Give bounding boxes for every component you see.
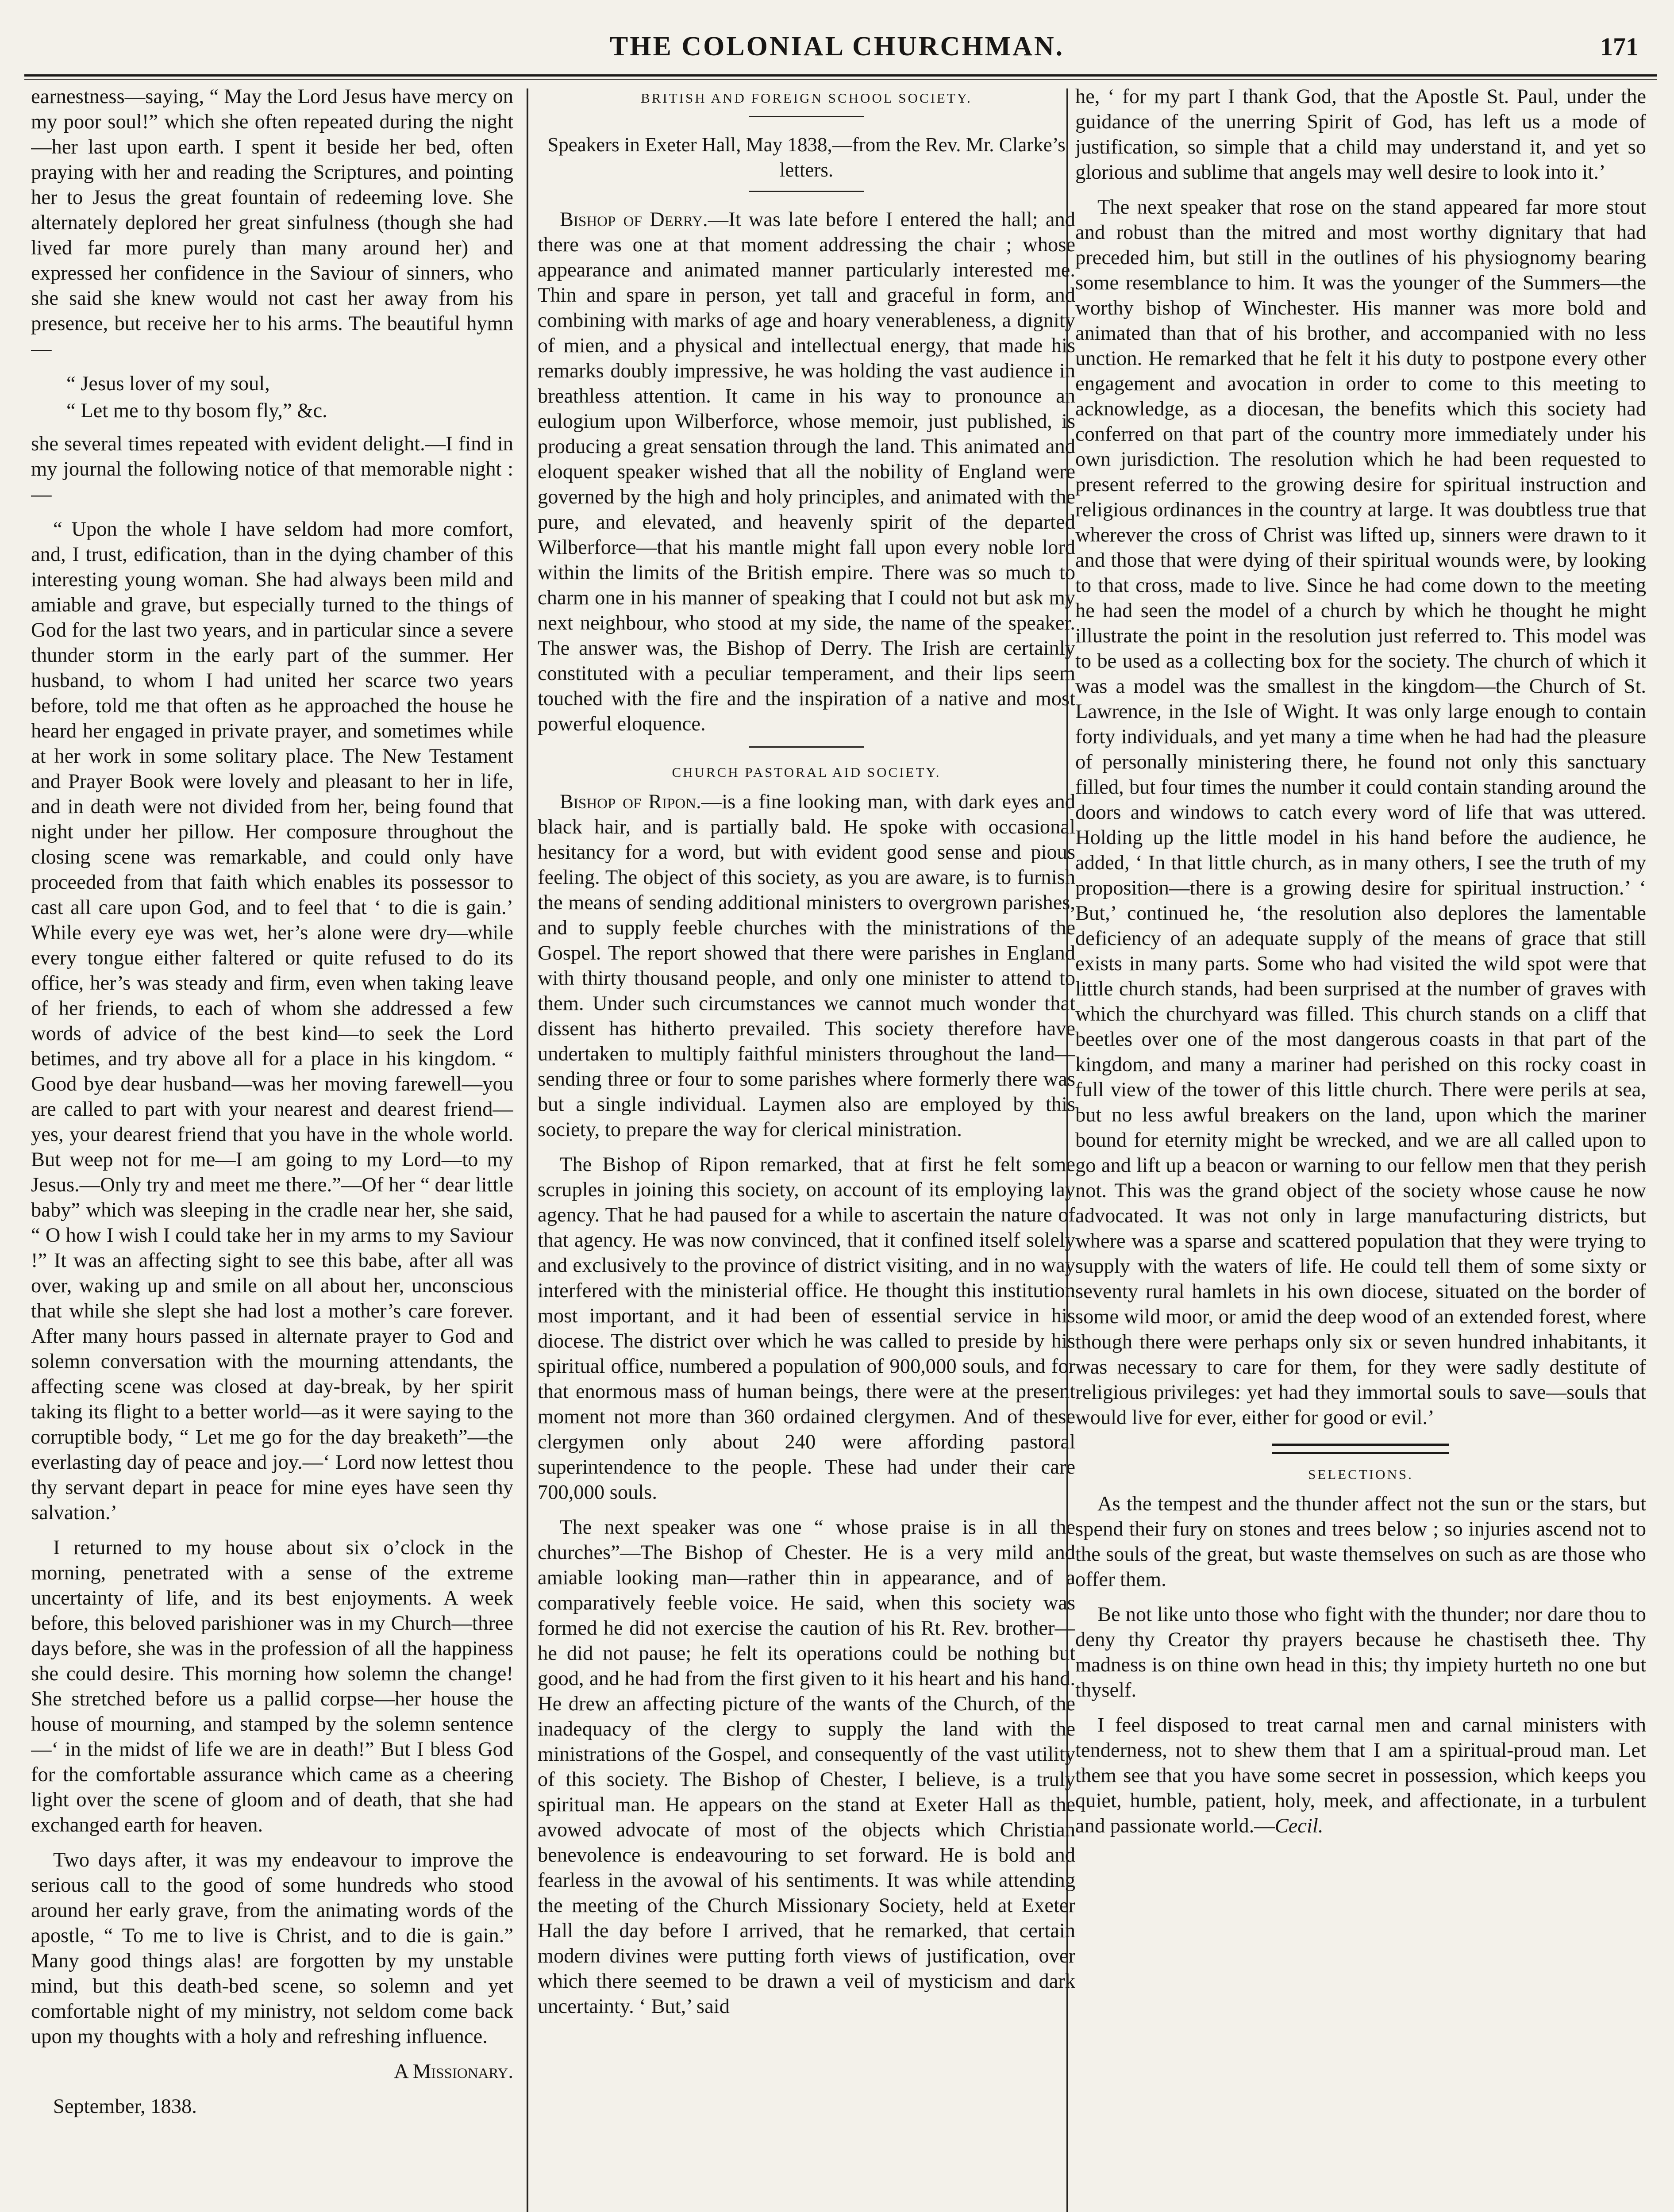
- speaker-name: Bishop of Ripon.: [560, 791, 701, 813]
- page-number: 171: [1600, 32, 1639, 61]
- paragraph-text: —It was late before I entered the hall; and there was one at that moment addressing the chair ; whose appearance and animated manner particularly interested me. Thin and spare in person, yet tall and graceful in form, and combining with marks of age and hoary venerableness, a dignity of mien, and a physical and intellectual energy, that made his remarks doubly impressive, he was holding the vast audience in breathless attention. It came in his way to pronounce an eulogium upon Wilberforce, whose memoir, just published, is producing a great sensation through the land. This animated and eloquent speaker wished that all the nobility of England were governed by the high and holy principles, and animated with the pure, and elevated, and heavenly spirit of the departed Wilberforce—that his mantle might fall upon every noble lord within the limits of the British empire. There was so much to charm one in his manner of speaking that I could not but ask my next neighbour, who stood at my side, the name of the speaker. The answer was, the Bishop of Derry. The Irish are certainly constituted with a peculiar temperament, and their lips seem touched with the fire and the inspiration of a native and most powerful eloquence.: [538, 208, 1075, 735]
- verse-line: “ Jesus lover of my soul,: [66, 373, 270, 395]
- column-left: [31, 84, 513, 2212]
- section-heading: SELECTIONS.: [1308, 1467, 1413, 1482]
- masthead: [0, 31, 1674, 71]
- heading-rule: [749, 191, 864, 192]
- paragraph: [538, 207, 1075, 737]
- dateline: September, 1838.: [53, 2095, 197, 2118]
- column-middle: [538, 84, 1075, 2212]
- hymn-verse: [66, 371, 513, 423]
- paragraph: Two days after, it was my endeavour to improve the serious call to the good of some hundreds who stood around her early grave, from the animating words of the apostle, “ To me to live is Christ, and to die is gain.” Many good things alas! are forgotten by my unstable mind, but this death-bed scene, so solemn and yet comfortable night of my ministry, not seldom come back upon my thoughts with a holy and refreshing influence.: [31, 1849, 513, 2048]
- paragraph: “ Upon the whole I have seldom had more comfort, and, I trust, edification, than in the dying chamber of this interesting young woman. She had always been mild and amiable and grave, but especially turned to the things of God for the last two years, and in particular since a severe thunder storm in the early part of the summer. Her husband, to whom I had united her scarce two years before, told me that often as he approached the house he heard her engaged in private prayer, and sometimes while at her work in some solitary place. The New Testament and Prayer Book were lovely and pleasant to her in life, and in death were not divided from her, being found that night under her pillow. Her composure throughout the closing scene was remarkable, and could only have proceeded from that faith which enables its possessor to cast all care upon God, and to feel that ‘ to die is gain.’ While every eye was wet, her’s alone were dry—while every tongue either faltered or quite refused to do its office, her’s was steady and firm, even when taking leave of her friends, to each of whom she addressed a few words of advice of the best kind—to seek the Lord betimes, and try above all for a place in his kingdom. “ Good bye dear husband—was her moving farewell—you are called to part with your nearest and dearest friend—yes, your dearest friend that you have in the whole world. But weep not for me—I am going to my Lord—to my Jesus.—Only try and meet me there.”—Of her “ dear little baby” which was sleeping in the cradle near her, she said, “ O how I wish I could take her in my arms to my Saviour !” It was an affecting sight to see this babe, after all was over, waking up and smile on all about her, unconscious that while she slept she had lost a mother’s care forever. After many hours passed in alternate prayer to God and solemn conversation with the mourning attendants, the affecting scene was closed at day-break, by her spirit taking its flight to a better world—as it were saying to the corruptible body, “ Let me go for the day breaketh”—the everlasting day of peace and joy.—‘ Lord now lettest thou thy servant depart in peace for mine eyes have seen thy salvation.’: [31, 518, 513, 1524]
- paragraph: I returned to my house about six o’clock in the morning, penetrated with a sense of the extreme uncertainty of life, and its best enjoyments. A week before, this beloved parishioner was in my Church—three days before, she was in the profession of all the happiness she could desire. This morning how solemn the change! She stretched before us a pallid corpse—her house the house of mourning, and stamped by the solemn sentence—‘ in the midst of life we are in death!” But I bless God for the comfortable assurance which came as a cheering light over the scene of gloom and of death, that she had exchanged earth for heaven.: [31, 1536, 513, 1836]
- column-right: [1075, 84, 1646, 2212]
- paragraph: earnestness—saying, “ May the Lord Jesus have mercy on my poor soul!” which she often repeated during the night—her last upon earth. I spent it beside her bed, often praying with her and reading the Scriptures, and pointing her to Jesus the great fountain of redeeming love. She alternately deplored her great sinfulness (though she had lived far more purely than many around her) and expressed her confidence in the Saviour of sinners, who she said she knew would not cast her away from his presence, but receive her to his arms. The beautiful hymn—: [31, 85, 513, 360]
- paragraph: she several times repeated with evident delight.—I find in my journal the following notice of that memorable night :—: [31, 433, 513, 506]
- paragraph: [538, 789, 1075, 1142]
- column-rule-left: [527, 88, 528, 2212]
- paragraph: The next speaker was one “ whose praise is in all the churches”—The Bishop of Chester. He is a very mild and amiable looking man—rather thin in appearance, and of a comparatively feeble voice. He said, when this society was formed he did not exercise the caution of his Rt. Rev. brother—he did not pause; he felt its operations could be nothing but good, and he had from the first given to it his heart and his hand. He drew an affecting picture of the wants of the Church, of the inadequacy of the clergy to supply the land with the ministrations of the Gospel, and consequently of the vast utility of this society. The Bishop of Chester, I believe, is a truly spiritual man. He appears on the stand at Exeter Hall as the avowed advocate of most of the objects which Christian benevolence is endeavouring to set forward. He is bold and fearless in the avowal of his sentiments. It was while attending the meeting of the Church Missionary Society, held at Exeter Hall the day before I arrived, that he remarked, that certain modern divines were putting forth views of justification, over which there seemed to be drawn a veil of mysticism and dark uncertainty. ‘ But,’ said: [538, 1516, 1075, 2018]
- section-subheading: Speakers in Exeter Hall, May 1838,—from the Rev. Mr. Clarke’s letters.: [547, 134, 1066, 181]
- verse-line: “ Let me to thy bosom fly,” &c.: [66, 399, 327, 422]
- page-title: THE COLONIAL CHURCHMAN.: [609, 31, 1065, 61]
- heading-rule: [749, 116, 864, 117]
- paragraph: As the tempest and the thunder affect not the sun or the stars, but spend their fury on stones and trees below ; so injuries ascend not to the souls of the great, but waste themselves on such as are those who offer them.: [1075, 1493, 1646, 1591]
- citation: Cecil.: [1274, 1815, 1324, 1837]
- section-rule-thick: [1272, 1444, 1449, 1454]
- speaker-name: Bishop of Derry.: [560, 208, 708, 231]
- section-rule: [749, 746, 864, 748]
- signature: A Missionary.: [394, 2060, 513, 2083]
- paragraph: Be not like unto those who fight with the thunder; nor dare thou to deny thy Creator thy prayers because he chastiseth thee. Thy madness is on thine own head in this; thy impiety hurteth no one but thyself.: [1075, 1603, 1646, 1701]
- paragraph-text: I feel disposed to treat carnal men and carnal ministers with tenderness, not to shew them that I am a spiritual-proud man. Let them see that you have some secret in possession, which keeps you quiet, humble, patient, holy, meek, and affectionate, in a turbulent and passionate world.—: [1075, 1714, 1646, 1837]
- paragraph: The Bishop of Ripon remarked, that at first he felt some scruples in joining this society, on account of its employing lay agency. That he had paused for a while to ascertain the nature of that agency. He was now convinced, that it confined itself solely and exclusively to the province of district visiting, and in no way interfered with the ministerial office. He thought this institution most important, and it had been of essential service in his diocese. The district over which he was called to preside by his spiritual office, numbered a population of 900,000 souls, and for that enormous mass of human beings, there were at the present moment not more than 360 ordained clergymen. And of these clergymen only about 240 were affording pastoral superintendence to the people. These had under their care 700,000 souls.: [538, 1153, 1075, 1504]
- paragraph-text: —is a fine looking man, with dark eyes and black hair, and is partially bald. He spoke with occasional hesitancy for a word, but with evident good sense and pious feeling. The object of this society, as you are aware, is to furnish the means of sending additional ministers to overgrown parishes, and to supply feeble churches with the ministrations of the Gospel. The report showed that there were parishes in England with thirty thousand people, and only one minister to attend to them. Under such circumstances we cannot much wonder that dissent has hitherto prevailed. This society therefore have undertaken to multiply faithful ministers throughout the land—sending three or four to some parishes where formerly there was but a single individual. Laymen also are employed by this society, to prepare the way for clerical ministration.: [538, 791, 1075, 1141]
- paragraph: [1075, 1713, 1646, 1839]
- header-rule-top: [24, 74, 1657, 77]
- section-heading: CHURCH PASTORAL AID SOCIETY.: [672, 764, 941, 780]
- paragraph: he, ‘ for my part I thank God, that the Apostle St. Paul, under the guidance of the unerring Spirit of God, has left us a mode of justification, so simple that a child may understand it, and yet so glorious and sublime that angels may well desire to look into it.’: [1075, 85, 1646, 184]
- header-rule-bottom: [24, 79, 1657, 80]
- paragraph: The next speaker that rose on the stand appeared far more stout and robust than the mitred and most worthy dignitary that had preceded him, but still in the outlines of his physiognomy bearing some resemblance to him. It was the younger of the Summers—the worthy bishop of Winchester. His manner was more bold and animated than that of his brother, and accompanied with no less unction. He remarked that he felt it his duty to postpone every other engagement and avocation in order to come to this meeting to acknowledge, as a diocesan, the benefits which this society had conferred on that part of the country more immediately under his own jurisdiction. The resolution which he had been requested to present referred to the growing desire for spiritual instruction and religious ordinances in the country at large. It was doubtless true that wherever the cross of Christ was lifted up, sinners were drawn to it and those that were dying of their spiritual wounds were, by looking to that cross, made to live. Since he had come down to the meeting he had seen the model of a church by which he thought he might illustrate the point in the resolution just referred to. This model was to be used as a collecting box for the society. The church of which it was a model was the smallest in the kingdom—the Church of St. Lawrence, in the Isle of Wight. It was only large enough to contain forty individuals, and yet many a time when he had had the pleasure of personally ministering there, he found not only this sanctuary filled, but four times the number it could contain standing around the doors and windows to catch every word of life that was uttered. Holding up the little model in his hand before the audience, he added, ‘ In that little church, as in many others, I see the truth of my proposition—there is a growing desire for spiritual instruction.’ ‘ But,’ continued he, ‘the resolution also deplores the lamentable deficiency of an adequate supply of the means of grace that still exists in many parts. Some who had visited the wild spot were that little church stands, had been surprised at the number of graves with which the churchyard was filled. This church stands on a cliff that beetles over one of the most dangerous coasts in that part of the kingdom, and many a mariner had perished on this rocky coast in full view of the tower of this little church. There were perils at sea, but no less awful breakers on the land, upon which the mariner bound for eternity might be wrecked, and we are all called upon to go and lift up a beacon or warning to our fellow men that they perish not. This was the grand object of the society whose cause he now advocated. It was not only in large manufacturing districts, but where was a sparse and scattered population that they were trying to supply with the waters of life. He could tell them of some sixty or seventy rural hamlets in his own diocese, situated on the border of some wild moor, or amid the deep wood of an extended forest, where though there were perhaps only six or seven hundred inhabitants, it was necessary to care for them, for they were sadly destitute of religious privileges: yet had they immortal souls to save—souls that would live for ever, either for good or evil.’: [1075, 196, 1646, 1429]
- section-heading: BRITISH AND FOREIGN SCHOOL SOCIETY.: [641, 90, 972, 106]
